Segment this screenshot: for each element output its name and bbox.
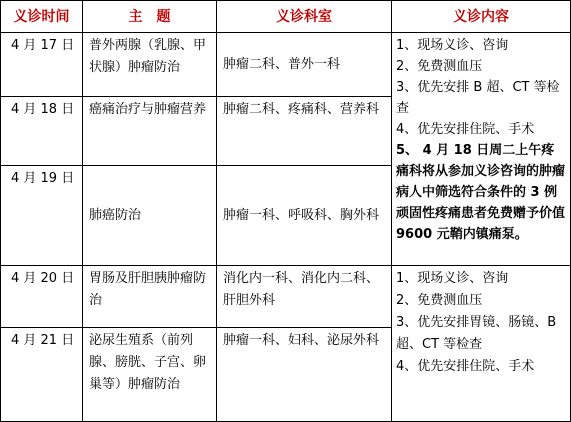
date-cell: 4 月 19 日: [0, 165, 83, 266]
topic-text: 肺癌防治: [89, 207, 142, 223]
topic-cell: 癌痛治疗与肿瘤营养: [82, 96, 217, 166]
date-cell: 4 月 20 日: [0, 265, 83, 328]
dept-text: 肿瘤二科、普外一科: [223, 56, 341, 72]
content-note: 5、 4 月 18 日周二上午疼痛科将从参加义诊咨询的肿瘤病人中筛选符合条件的 3 例顽固性疼痛患者免费赠予价值 9600 元鞘内镇痛泵。: [396, 143, 566, 242]
content-item: 2、免费测血压: [396, 293, 483, 308]
dept-cell: 消化内一科、消化内二科、肝胆外科: [216, 265, 392, 328]
content-item: 4、优先安排住院、手术: [396, 122, 535, 137]
dept-cell: 肿瘤二科、疼痛科、营养科: [216, 96, 392, 166]
content-item: 1、现场义诊、咨询: [396, 38, 509, 53]
dept-cell: [216, 32, 392, 97]
dept-cell: [216, 165, 392, 266]
topic-cell: 普外两腺（乳腺、甲状腺）肿瘤防治: [82, 32, 217, 97]
date-cell: 4 月 17 日: [0, 32, 83, 97]
date-cell: 4 月 21 日: [0, 327, 83, 422]
topic-cell: 泌尿生殖系（前列腺、膀胱、子宫、卵巢等）肿瘤防治: [82, 327, 217, 422]
date-cell: 4 月 18 日: [0, 96, 83, 166]
header-dept: 义诊科室: [216, 0, 392, 33]
dept-text: 肿瘤一科、呼吸科、胸外科: [223, 207, 380, 223]
header-time: 义诊时间: [0, 0, 83, 33]
dept-cell: 肿瘤一科、妇科、泌尿外科: [216, 327, 392, 422]
content-cell-block-1: [391, 32, 571, 266]
header-topic: 主 题: [82, 0, 217, 33]
content-item: 4、优先安排住院、手术: [396, 359, 535, 374]
content-item: 1、现场义诊、咨询: [396, 271, 509, 286]
header-content: 义诊内容: [391, 0, 571, 33]
content-item: 3、优先安排 B 超、CT 等检查: [396, 80, 560, 116]
content-item: 3、优先安排胃镜、肠镜、B 超、CT 等检查: [396, 315, 557, 352]
content-item: 2、免费测血压: [396, 59, 483, 74]
content-cell-block-2: [391, 265, 571, 422]
topic-cell: [82, 165, 217, 266]
topic-cell: 胃肠及肝胆胰肿瘤防治: [82, 265, 217, 328]
